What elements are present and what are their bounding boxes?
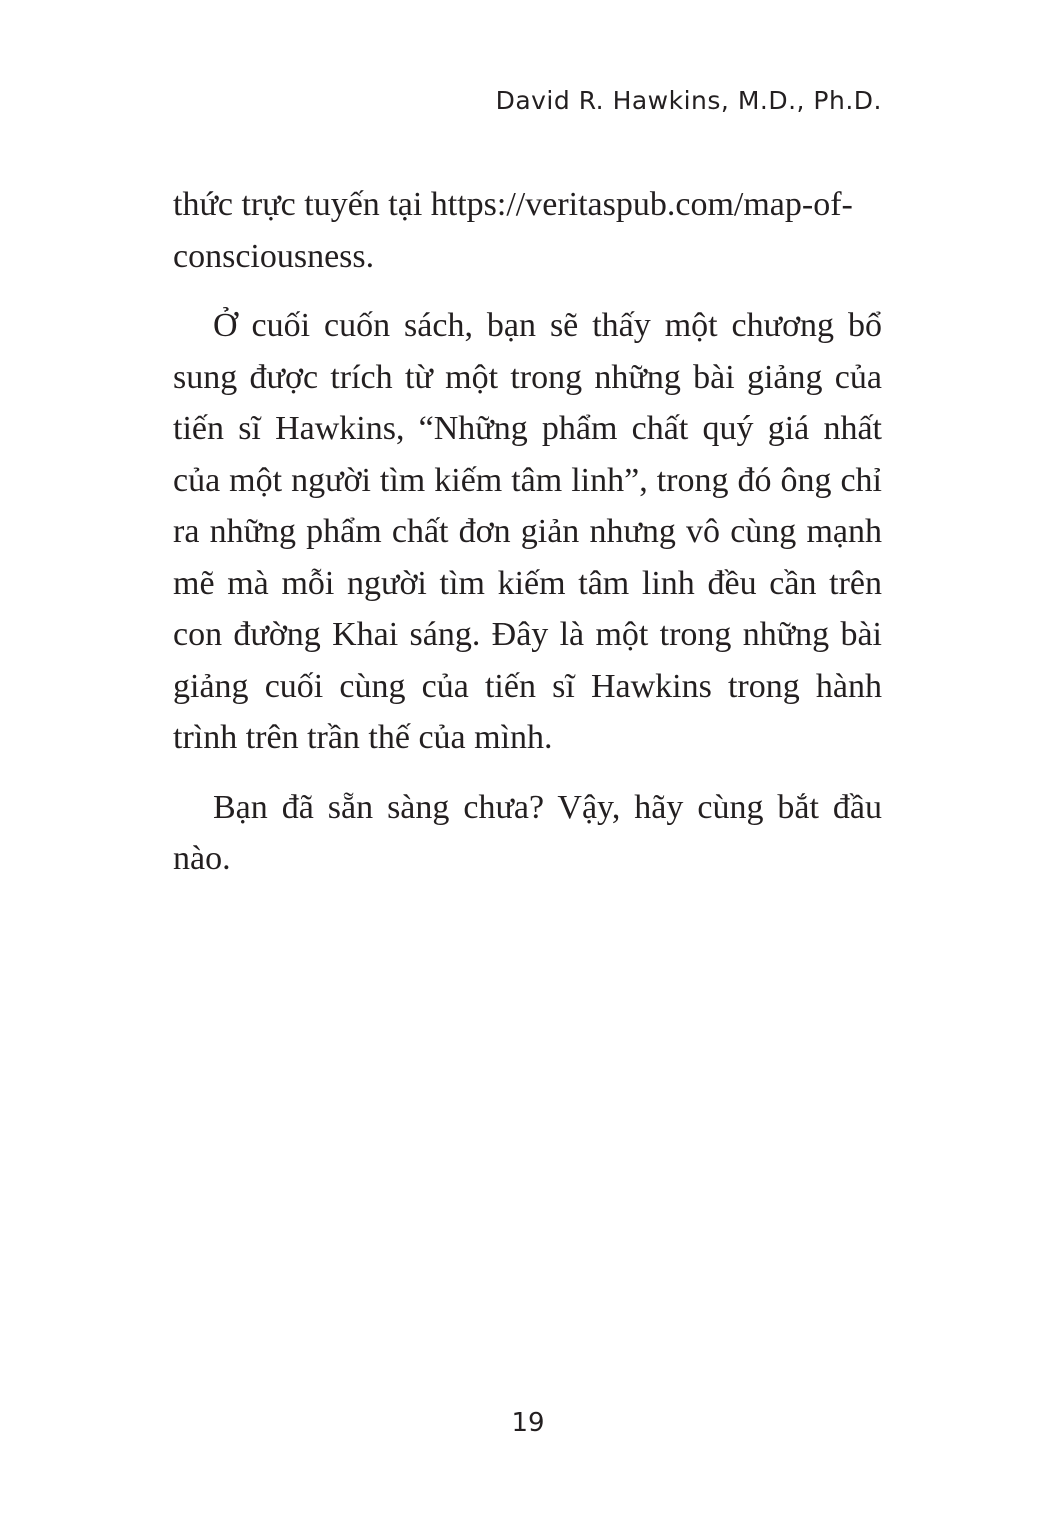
running-header: David R. Hawkins, M.D., Ph.D. bbox=[495, 86, 882, 115]
page-number: 19 bbox=[511, 1408, 545, 1438]
paragraph-continuation: thức trực tuyến tại https://veritaspub.com/map-of-consciousness. bbox=[173, 186, 853, 275]
body-text bbox=[173, 179, 882, 903]
paragraph-closing: Bạn đã sẵn sàng chưa? Vậy, hãy cùng bắt đầu nào. bbox=[173, 788, 882, 877]
paragraph-bonus-chapter: Ở cuối cuốn sách, bạn sẽ thấy một chương bổ sung được trích từ một trong những bài giảng của tiến sĩ Hawkins, “Những phẩm chất quý giá nhất của một người tìm kiếm tâm linh”, trong đó ông chỉ ra những phẩm chất đơn giản nhưng vô cùng mạnh mẽ mà mỗi người tìm kiếm tâm linh đều cần trên con đường Khai sáng. Đây là một trong những bài giảng cuối cùng của tiến sĩ Hawkins trong hành trình trên trần thế của mình. bbox=[173, 307, 882, 756]
